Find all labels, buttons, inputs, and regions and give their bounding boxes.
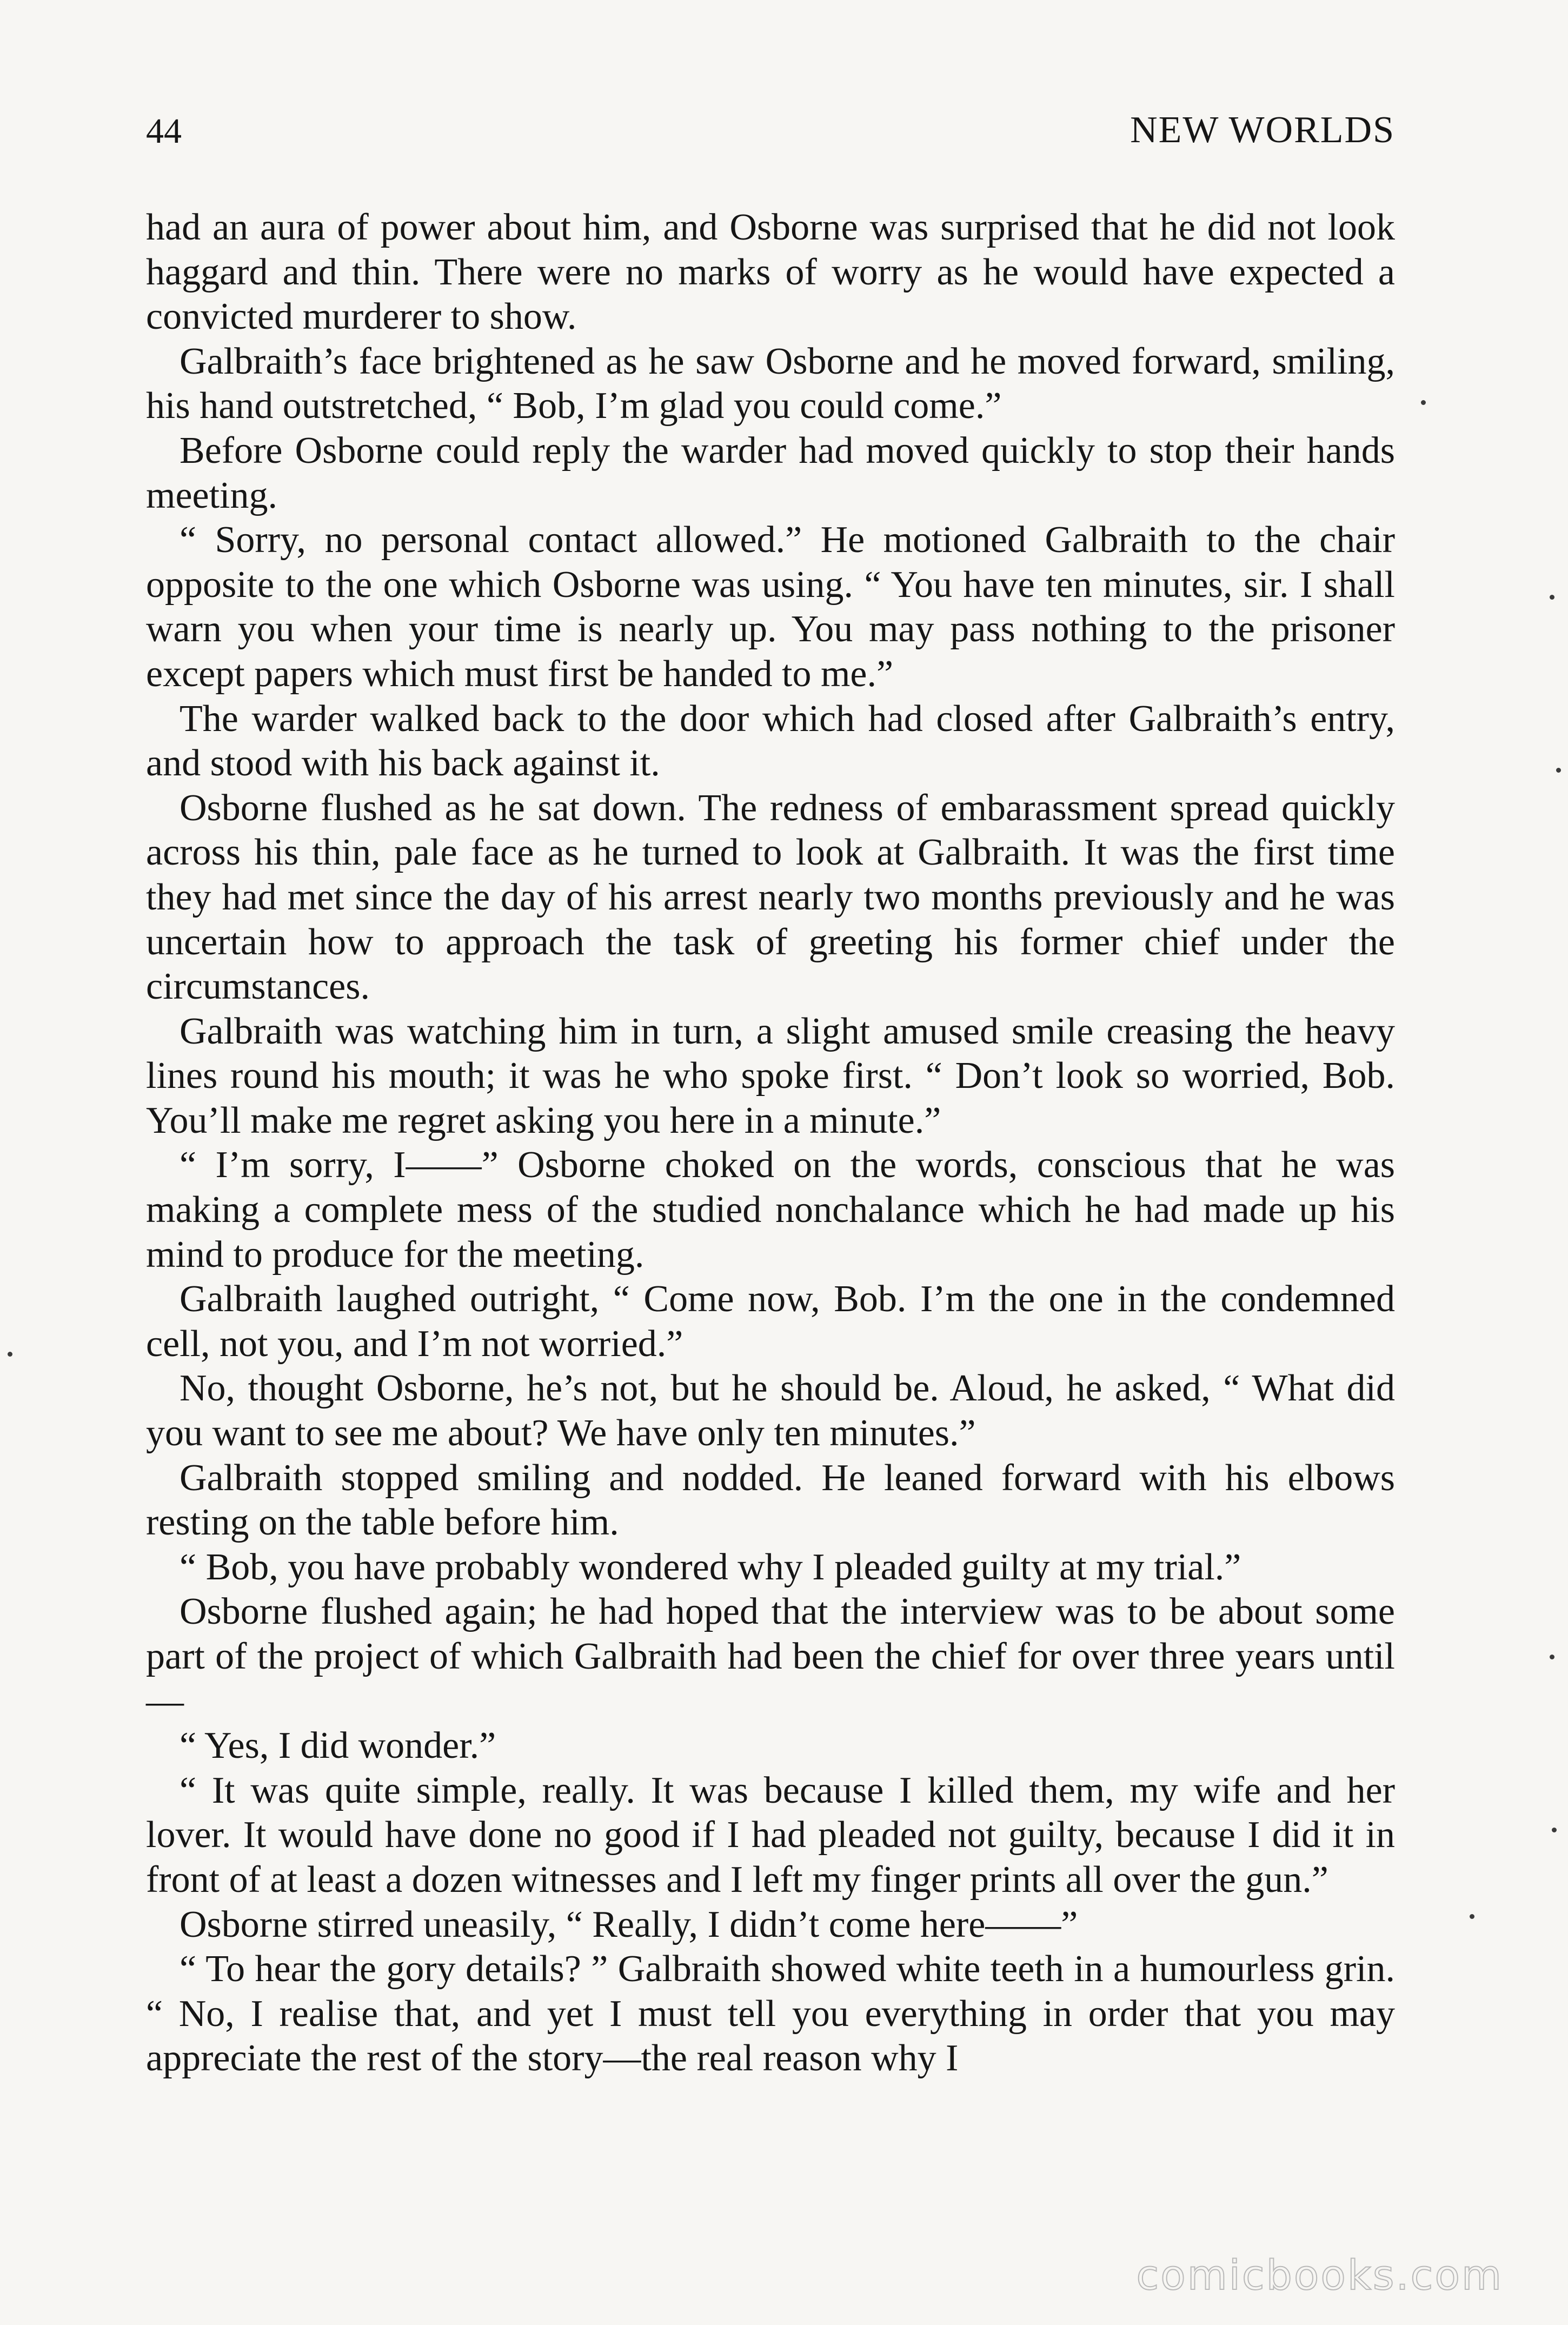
- paragraph: “ Yes, I did wonder.”: [180, 1725, 496, 1767]
- paragraph: Before Osborne could reply the warder had moved quickly to stop their hands meeting.: [146, 429, 1395, 516]
- paragraph: “ To hear the gory details? ” Galbraith showed white teeth in a humourless grin. “ No, I realise that, and yet I must tell you everything in order that you may appreciate the rest of the story—the real reason why I: [146, 1948, 1395, 2080]
- paragraph: The warder walked back to the door which had closed after Galbraith’s entry, and stood with his back against it.: [146, 698, 1395, 785]
- paragraph: Osborne flushed as he sat down. The redness of embarassment spread quickly across his thin, pale face as he turned to look at Galbraith. It was the first time they had met since the day of his arrest nearly two months previously and he was uncertain how to approach the task of greeting his former chief under the circumstances.: [146, 787, 1395, 1008]
- paragraph: “ Sorry, no personal contact allowed.” He motioned Galbraith to the chair opposite to the one which Osborne was using. “ You have ten minutes, sir. I shall warn you when your time is nearly up. You may pass nothing to the prisoner except papers which must first be handed to me.”: [146, 519, 1395, 695]
- paragraph: Galbraith’s face brightened as he saw Osborne and he moved forward, smiling, his hand outstretched, “ Bob, I’m glad you could come.”: [146, 340, 1395, 427]
- running-head: NEW WORLDS: [1130, 109, 1395, 151]
- print-speck: [1550, 595, 1554, 600]
- paragraph: Osborne stirred uneasily, “ Really, I didn’t come here——”: [180, 1903, 1078, 1945]
- paragraph: Galbraith laughed outright, “ Come now, Bob. I’m the one in the condemned cell, not you, and I’m not worried.”: [146, 1278, 1395, 1365]
- body-text: [146, 205, 1395, 2081]
- page-header: [146, 108, 1395, 168]
- print-speck: [1550, 1655, 1554, 1659]
- print-speck: [1552, 1828, 1557, 1832]
- paragraph: “ I’m sorry, I——” Osborne choked on the words, conscious that he was making a complete mess of the studied nonchalance which he had made up his mind to produce for the meeting.: [146, 1144, 1395, 1276]
- print-speck: [1470, 1914, 1474, 1919]
- paragraph: had an aura of power about him, and Osborne was surprised that he did not look haggard and thin. There were no marks of worry as he would have expected a convicted murderer to show.: [146, 207, 1395, 338]
- paragraph: Osborne flushed again; he had hoped that the interview was to be about some part of the project of which Galbraith had been the chief for over three years until—: [146, 1591, 1395, 1722]
- print-speck: [8, 1352, 12, 1357]
- paragraph: “ Bob, you have probably wondered why I pleaded guilty at my trial.”: [180, 1546, 1241, 1588]
- paragraph: “ It was quite simple, really. It was because I killed them, my wife and her lover. It would have done no good if I had pleaded not guilty, because I did it in front of at least a dozen witnesses and I left my finger prints all over the gun.”: [146, 1769, 1395, 1901]
- paragraph: Galbraith stopped smiling and nodded. He leaned forward with his elbows resting on the table before him.: [146, 1457, 1395, 1544]
- watermark-logo: comicbooks.com: [1136, 2251, 1503, 2299]
- print-speck: [1556, 768, 1561, 773]
- print-speck: [1421, 400, 1426, 405]
- paragraph: Galbraith was watching him in turn, a slight amused smile creasing the heavy lines round his mouth; it was he who spoke first. “ Don’t look so worried, Bob. You’ll make me regret asking you here in a minute.”: [146, 1010, 1395, 1141]
- paragraph: No, thought Osborne, he’s not, but he should be. Aloud, he asked, “ What did you want to see me about? We have only ten minutes.”: [146, 1367, 1395, 1454]
- page-number: 44: [146, 111, 182, 151]
